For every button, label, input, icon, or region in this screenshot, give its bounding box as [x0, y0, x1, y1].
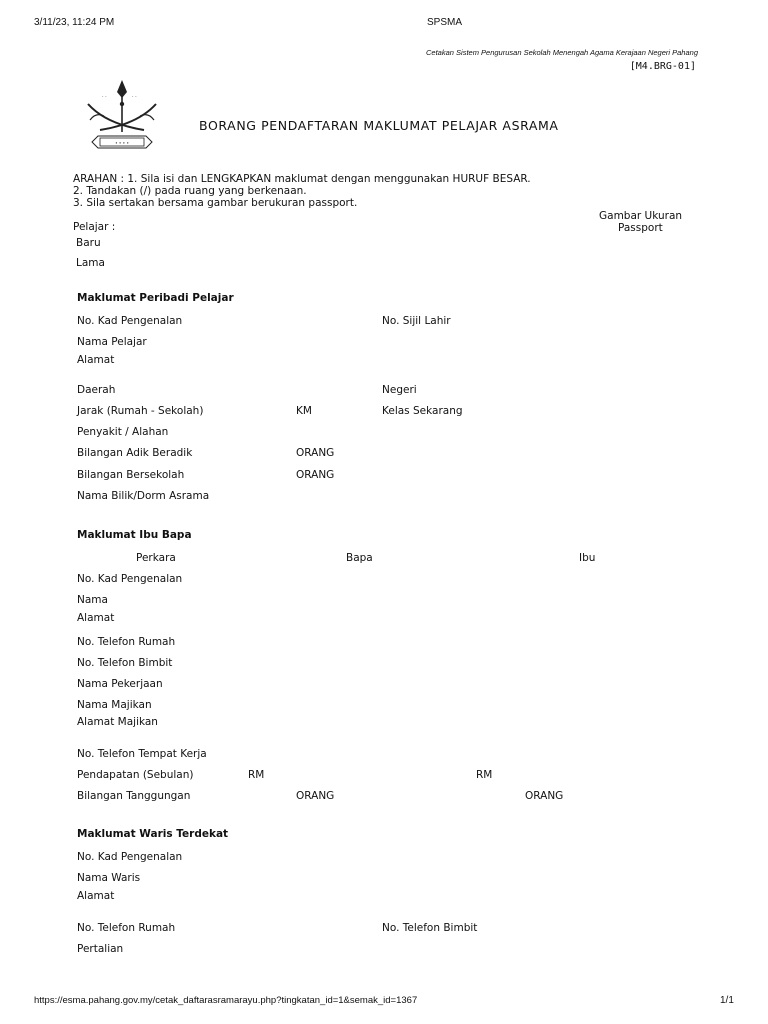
parents-employer-address-label: Alamat Majikan: [77, 716, 158, 728]
parents-mobile-label: No. Telefon Bimbit: [77, 657, 173, 669]
svg-text:· ·: · ·: [132, 94, 137, 100]
student-type-old: Lama: [76, 257, 105, 269]
guardian-heading: Maklumat Waris Terdekat: [77, 828, 229, 840]
parents-dependents-unit-father: ORANG: [296, 790, 335, 802]
parents-ic-label: No. Kad Pengenalan: [77, 573, 183, 585]
personal-distance-unit: KM: [296, 405, 312, 417]
personal-district-label: Daerah: [77, 384, 116, 396]
personal-schooling-unit: ORANG: [296, 469, 335, 481]
personal-heading: Maklumat Peribadi Pelajar: [77, 292, 234, 304]
parents-income-unit-mother: RM: [476, 769, 493, 781]
personal-siblings-label: Bilangan Adik Beradik: [77, 447, 193, 459]
parents-heading: Maklumat Ibu Bapa: [77, 529, 192, 541]
parents-col-mother: Ibu: [579, 552, 596, 564]
student-type-label: Pelajar :: [73, 221, 116, 233]
print-url: https://esma.pahang.gov.my/cetak_daftarasramarayu.php?tingkatan_id=1&semak_id=1367: [34, 995, 418, 1006]
guardian-relation-label: Pertalian: [77, 943, 124, 955]
guardian-home-phone-label: No. Telefon Rumah: [77, 922, 176, 934]
parents-dependents-label: Bilangan Tanggungan: [77, 790, 191, 802]
parents-address-label: Alamat: [77, 612, 115, 624]
personal-ic-label: No. Kad Pengenalan: [77, 315, 183, 327]
personal-birth-cert-label: No. Sijil Lahir: [382, 315, 451, 327]
parents-name-label: Nama: [77, 594, 108, 606]
svg-text:· ·: · ·: [102, 94, 107, 100]
parents-employer-label: Nama Majikan: [77, 699, 152, 711]
student-type-new: Baru: [76, 237, 101, 249]
parents-home-phone-label: No. Telefon Rumah: [77, 636, 176, 648]
photo-label-line1: Gambar Ukuran: [599, 210, 683, 222]
instruction-2: 2. Tandakan (/) pada ruang yang berkenaan.: [73, 185, 307, 197]
personal-schooling-label: Bilangan Bersekolah: [77, 469, 185, 481]
parents-col-father: Bapa: [346, 552, 373, 564]
personal-name-label: Nama Pelajar: [77, 336, 147, 348]
parents-work-phone-label: No. Telefon Tempat Kerja: [77, 748, 207, 760]
personal-dorm-label: Nama Bilik/Dorm Asrama: [77, 490, 210, 502]
parents-dependents-unit-mother: ORANG: [525, 790, 564, 802]
document-subtitle: Cetakan Sistem Pengurusan Sekolah Menengah Agama Kerajaan Negeri Pahang: [426, 48, 698, 57]
guardian-mobile-label: No. Telefon Bimbit: [382, 922, 478, 934]
photo-label-line2: Passport: [618, 222, 663, 234]
parents-occupation-label: Nama Pekerjaan: [77, 678, 163, 690]
personal-class-label: Kelas Sekarang: [382, 405, 463, 417]
instruction-1: ARAHAN : 1. Sila isi dan LENGKAPKAN maklumat dengan menggunakan HURUF BESAR.: [73, 173, 531, 185]
form-title: BORANG PENDAFTARAN MAKLUMAT PELAJAR ASRAMA: [199, 118, 559, 133]
svg-text:• • • •: • • • •: [115, 140, 129, 146]
form-code: [M4.BRG-01]: [629, 61, 696, 72]
personal-state-label: Negeri: [382, 384, 417, 396]
parents-income-unit-father: RM: [248, 769, 265, 781]
guardian-name-label: Nama Waris: [77, 872, 141, 884]
personal-siblings-unit: ORANG: [296, 447, 335, 459]
state-crest-logo: [82, 76, 162, 156]
personal-distance-label: Jarak (Rumah - Sekolah): [77, 405, 204, 417]
print-page-count: 1/1: [720, 995, 734, 1006]
instruction-3: 3. Sila sertakan bersama gambar berukuran passport.: [73, 197, 358, 209]
personal-address-label: Alamat: [77, 354, 115, 366]
parents-income-label: Pendapatan (Sebulan): [77, 769, 194, 781]
parents-col-item: Perkara: [136, 552, 176, 564]
guardian-ic-label: No. Kad Pengenalan: [77, 851, 183, 863]
print-page-title: SPSMA: [427, 17, 463, 28]
personal-illness-label: Penyakit / Alahan: [77, 426, 169, 438]
guardian-address-label: Alamat: [77, 890, 115, 902]
print-datetime: 3/11/23, 11:24 PM: [34, 17, 115, 28]
